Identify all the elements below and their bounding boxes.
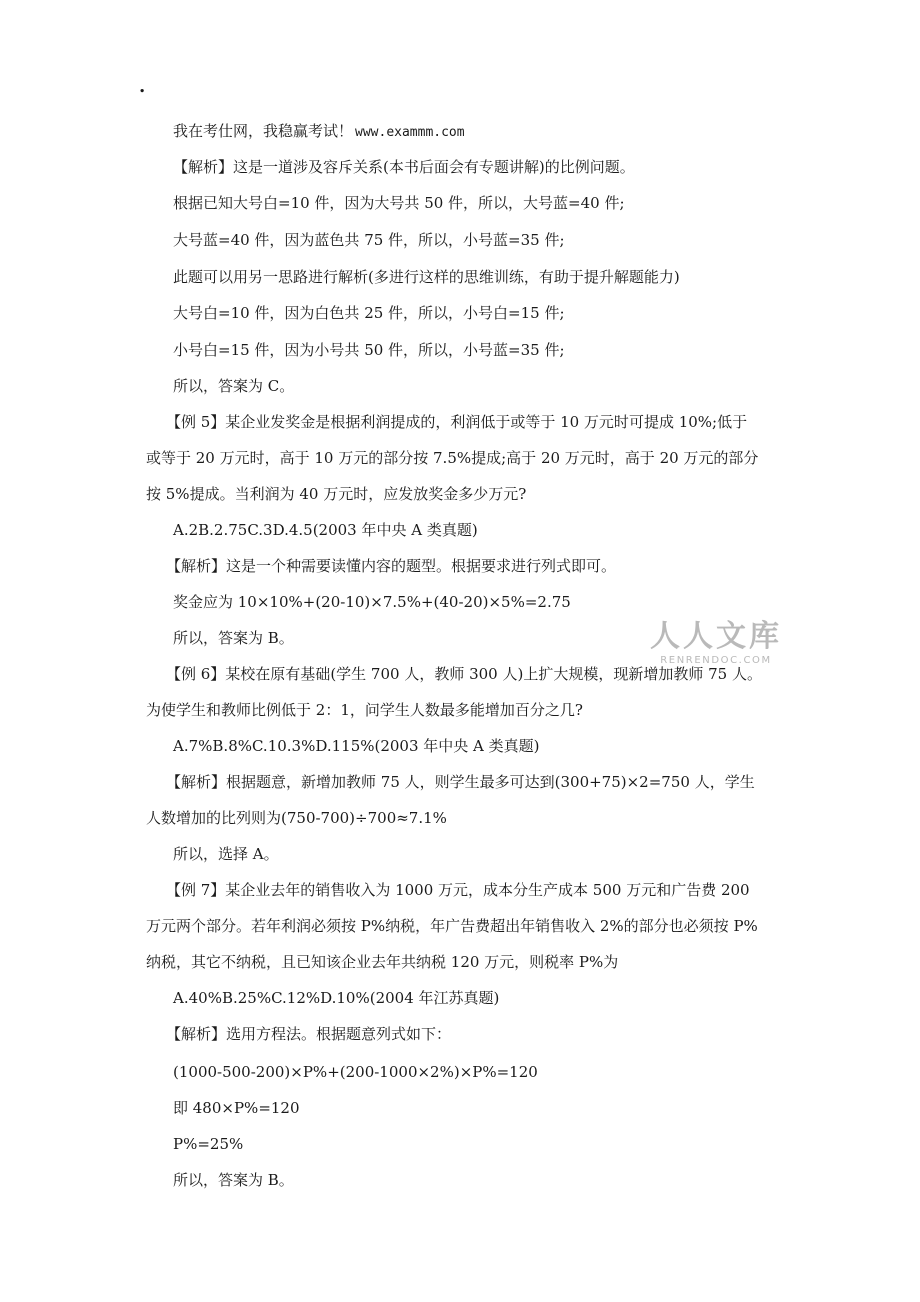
watermark-english: RENRENDOC.COM xyxy=(660,655,772,666)
line-large-white: 根据已知大号白=10 件，因为大号共 50 件，所以，大号蓝=40 件; xyxy=(173,194,625,212)
line-analysis-4-intro: 【解析】这是一道涉及容斥关系(本书后面会有专题讲解)的比例问题。 xyxy=(173,158,635,176)
example-7-equation: (1000-500-200)×P%+(200-1000×2%)×P%=120 xyxy=(173,1063,538,1081)
example-6-options: A.7%B.8%C.10.3%D.115%(2003 年中央 A 类真题) xyxy=(173,737,540,755)
example-6-line-1: 【例 6】某校在原有基础(学生 700 人，教师 300 人)上扩大规模，现新增加教师 75 人。 xyxy=(166,665,762,683)
example-6-analysis-1: 【解析】根据题意，新增加教师 75 人，则学生最多可达到(300+75)×2=750 人，学生 xyxy=(166,773,755,791)
example-7-options: A.40%B.25%C.12%D.10%(2004 年江苏真题) xyxy=(173,989,500,1007)
page-dot: . xyxy=(139,76,146,97)
example-7-answer: 所以，答案为 B。 xyxy=(173,1171,294,1189)
example-7-step-1: 即 480×P%=120 xyxy=(173,1099,300,1117)
line-answer-c: 所以，答案为 C。 xyxy=(173,377,295,395)
header-url: www.exammm.com xyxy=(355,125,465,140)
example-7-line-2: 万元两个部分。若年利润必须按 P%纳税，年广告费超出年销售收入 2%的部分也必须按 P% xyxy=(146,917,758,935)
example-6-answer: 所以，选择 A。 xyxy=(173,845,279,863)
example-6-line-2: 为使学生和教师比例低于 2：1，问学生人数最多能增加百分之几? xyxy=(146,701,583,719)
example-7-step-2: P%=25% xyxy=(173,1135,244,1153)
example-7-line-1: 【例 7】某企业去年的销售收入为 1000 万元，成本分生产成本 500 万元和广告费 200 xyxy=(166,881,750,899)
line-alt-small-white: 小号白=15 件，因为小号共 50 件，所以，小号蓝=35 件; xyxy=(173,341,565,359)
example-5-analysis: 【解析】这是一个种需要读懂内容的题型。根据要求进行列式即可。 xyxy=(166,557,617,575)
example-7-analysis: 【解析】选用方程法。根据题意列式如下： xyxy=(166,1025,452,1043)
example-5-options: A.2B.2.75C.3D.4.5(2003 年中央 A 类真题) xyxy=(173,521,478,539)
example-5-formula: 奖金应为 10×10%+(20-10)×7.5%+(40-20)×5%=2.75 xyxy=(173,593,571,611)
example-5-line-3: 按 5%提成。当利润为 40 万元时，应发放奖金多少万元? xyxy=(146,485,527,503)
example-5-line-1: 【例 5】某企业发奖金是根据利润提成的，利润低于或等于 10 万元时可提成 10%;低于 xyxy=(166,413,748,431)
line-large-blue: 大号蓝=40 件，因为蓝色共 75 件，所以，小号蓝=35 件; xyxy=(173,231,565,249)
line-alt-approach: 此题可以用另一思路进行解析(多进行这样的思维训练，有助于提升解题能力) xyxy=(173,268,680,286)
line-alt-large-white: 大号白=10 件，因为白色共 25 件，所以，小号白=15 件; xyxy=(173,304,565,322)
example-6-analysis-2: 人数增加的比列则为(750-700)÷700≈7.1% xyxy=(146,809,447,827)
example-5-line-2: 或等于 20 万元时，高于 10 万元的部分按 7.5%提成;高于 20 万元时，高于 20 万元的部分 xyxy=(146,449,759,467)
example-7-line-3: 纳税，其它不纳税，且已知该企业去年共纳税 120 万元，则税率 P%为 xyxy=(146,953,619,971)
header-slogan-line xyxy=(173,120,465,141)
watermark-chinese: 人人文库 xyxy=(650,619,782,654)
watermark-logo xyxy=(650,620,782,666)
header-slogan: 我在考仕网，我稳赢考试！ xyxy=(173,122,354,140)
example-5-answer: 所以，答案为 B。 xyxy=(173,629,294,647)
